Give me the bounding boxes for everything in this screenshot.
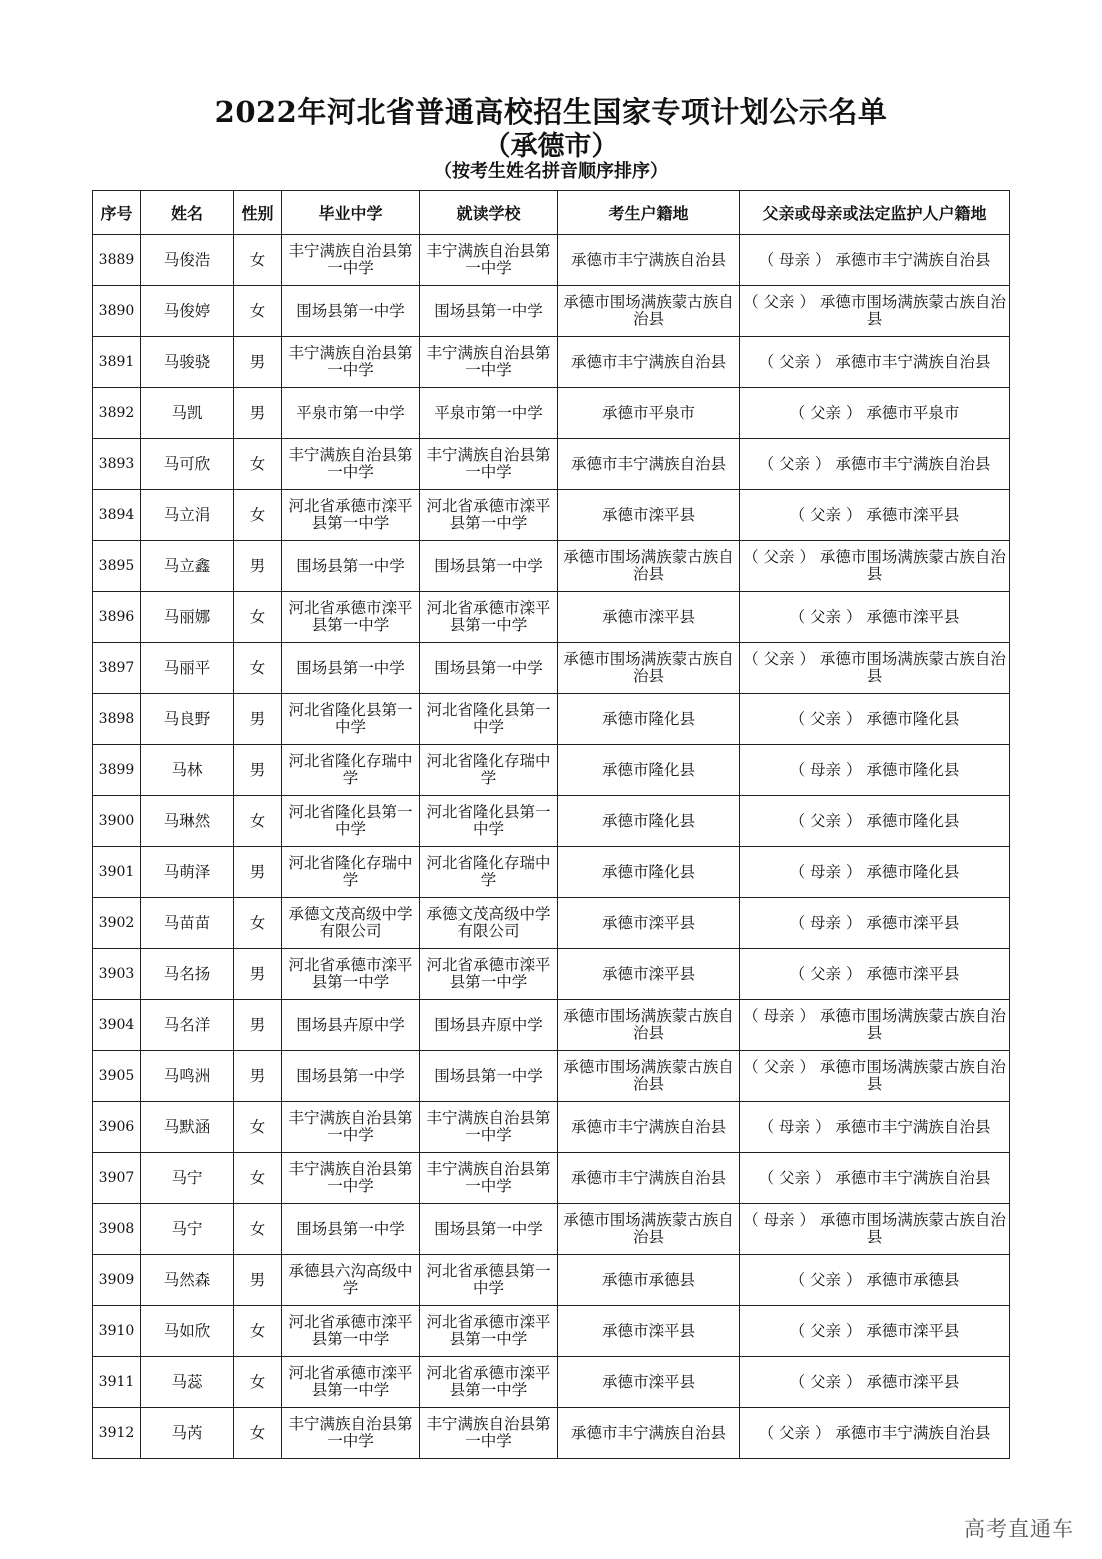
cell-current-school: 丰宁满族自治县第一中学	[420, 1408, 558, 1459]
cell-name: 马鸣洲	[141, 1051, 234, 1102]
cell-current-school: 河北省隆化存瑞中学	[420, 745, 558, 796]
cell-index: 3898	[93, 694, 141, 745]
cell-index: 3889	[93, 235, 141, 286]
table-row	[93, 745, 1010, 796]
cell-graduated-school: 围场县第一中学	[282, 286, 420, 337]
cell-gender: 女	[234, 439, 282, 490]
cell-graduated-school: 河北省隆化存瑞中学	[282, 745, 420, 796]
cell-graduated-school: 河北省承德市滦平县第一中学	[282, 1306, 420, 1357]
cell-guardian-registration: （ 母亲 ） 承德市丰宁满族自治县	[740, 235, 1010, 286]
header-gender: 性别	[234, 191, 282, 235]
cell-gender: 男	[234, 949, 282, 1000]
cell-guardian-registration: （ 母亲 ） 承德市隆化县	[740, 847, 1010, 898]
cell-index: 3899	[93, 745, 141, 796]
cell-graduated-school: 河北省隆化县第一中学	[282, 694, 420, 745]
cell-graduated-school: 丰宁满族自治县第一中学	[282, 1102, 420, 1153]
cell-name: 马宁	[141, 1153, 234, 1204]
cell-current-school: 丰宁满族自治县第一中学	[420, 439, 558, 490]
cell-gender: 男	[234, 694, 282, 745]
cell-name: 马丽娜	[141, 592, 234, 643]
table-row	[93, 541, 1010, 592]
cell-household-registration: 承德市围场满族蒙古族自治县	[558, 1051, 740, 1102]
cell-index: 3896	[93, 592, 141, 643]
cell-current-school: 河北省隆化存瑞中学	[420, 847, 558, 898]
cell-graduated-school: 围场县第一中学	[282, 541, 420, 592]
cell-gender: 男	[234, 847, 282, 898]
cell-household-registration: 承德市滦平县	[558, 490, 740, 541]
cell-household-registration: 承德市围场满族蒙古族自治县	[558, 1000, 740, 1051]
cell-name: 马如欣	[141, 1306, 234, 1357]
cell-household-registration: 承德市隆化县	[558, 847, 740, 898]
cell-graduated-school: 承德县六沟高级中学	[282, 1255, 420, 1306]
cell-graduated-school: 围场县第一中学	[282, 1204, 420, 1255]
header-guardian-registration: 父亲或母亲或法定监护人户籍地	[740, 191, 1010, 235]
cell-name: 马凯	[141, 388, 234, 439]
table-row	[93, 286, 1010, 337]
cell-index: 3909	[93, 1255, 141, 1306]
cell-graduated-school: 承德文茂高级中学有限公司	[282, 898, 420, 949]
cell-index: 3901	[93, 847, 141, 898]
cell-guardian-registration: （ 父亲 ） 承德市丰宁满族自治县	[740, 337, 1010, 388]
table-row	[93, 388, 1010, 439]
cell-current-school: 河北省承德市滦平县第一中学	[420, 490, 558, 541]
cell-household-registration: 承德市承德县	[558, 1255, 740, 1306]
cell-gender: 女	[234, 796, 282, 847]
cell-current-school: 河北省承德市滦平县第一中学	[420, 949, 558, 1000]
table-row	[93, 643, 1010, 694]
cell-name: 马名扬	[141, 949, 234, 1000]
table-row	[93, 1102, 1010, 1153]
table-row	[93, 1408, 1010, 1459]
cell-graduated-school: 围场县第一中学	[282, 643, 420, 694]
cell-household-registration: 承德市丰宁满族自治县	[558, 1102, 740, 1153]
cell-current-school: 丰宁满族自治县第一中学	[420, 1102, 558, 1153]
cell-index: 3906	[93, 1102, 141, 1153]
roster-table	[92, 190, 1010, 1459]
cell-name: 马俊浩	[141, 235, 234, 286]
cell-graduated-school: 河北省承德市滦平县第一中学	[282, 1357, 420, 1408]
cell-current-school: 丰宁满族自治县第一中学	[420, 1153, 558, 1204]
header-name: 姓名	[141, 191, 234, 235]
cell-name: 马丽平	[141, 643, 234, 694]
table-row	[93, 949, 1010, 1000]
table-row	[93, 1357, 1010, 1408]
cell-guardian-registration: （ 父亲 ） 承德市丰宁满族自治县	[740, 1408, 1010, 1459]
cell-current-school: 河北省承德县第一中学	[420, 1255, 558, 1306]
cell-name: 马默涵	[141, 1102, 234, 1153]
cell-current-school: 围场县卉原中学	[420, 1000, 558, 1051]
cell-index: 3904	[93, 1000, 141, 1051]
cell-name: 马良野	[141, 694, 234, 745]
cell-gender: 女	[234, 1204, 282, 1255]
cell-graduated-school: 丰宁满族自治县第一中学	[282, 337, 420, 388]
cell-graduated-school: 河北省承德市滦平县第一中学	[282, 490, 420, 541]
cell-current-school: 河北省承德市滦平县第一中学	[420, 592, 558, 643]
cell-guardian-registration: （ 母亲 ） 承德市丰宁满族自治县	[740, 1102, 1010, 1153]
cell-gender: 男	[234, 1255, 282, 1306]
cell-current-school: 围场县第一中学	[420, 286, 558, 337]
cell-index: 3902	[93, 898, 141, 949]
table-row	[93, 235, 1010, 286]
table-row	[93, 694, 1010, 745]
cell-gender: 女	[234, 898, 282, 949]
table-row	[93, 1204, 1010, 1255]
cell-guardian-registration: （ 父亲 ） 承德市滦平县	[740, 1357, 1010, 1408]
cell-graduated-school: 丰宁满族自治县第一中学	[282, 1153, 420, 1204]
cell-index: 3892	[93, 388, 141, 439]
cell-current-school: 河北省隆化县第一中学	[420, 694, 558, 745]
table-row	[93, 439, 1010, 490]
cell-gender: 男	[234, 1000, 282, 1051]
cell-index: 3911	[93, 1357, 141, 1408]
cell-current-school: 围场县第一中学	[420, 1051, 558, 1102]
cell-gender: 男	[234, 541, 282, 592]
table-row	[93, 490, 1010, 541]
cell-gender: 男	[234, 745, 282, 796]
cell-index: 3903	[93, 949, 141, 1000]
cell-gender: 男	[234, 337, 282, 388]
header-household-registration: 考生户籍地	[558, 191, 740, 235]
cell-graduated-school: 河北省隆化县第一中学	[282, 796, 420, 847]
cell-gender: 女	[234, 1306, 282, 1357]
cell-household-registration: 承德市平泉市	[558, 388, 740, 439]
cell-household-registration: 承德市滦平县	[558, 949, 740, 1000]
cell-guardian-registration: （ 父亲 ） 承德市围场满族蒙古族自治县	[740, 286, 1010, 337]
cell-household-registration: 承德市围场满族蒙古族自治县	[558, 286, 740, 337]
cell-household-registration: 承德市丰宁满族自治县	[558, 439, 740, 490]
cell-guardian-registration: （ 父亲 ） 承德市承德县	[740, 1255, 1010, 1306]
cell-graduated-school: 丰宁满族自治县第一中学	[282, 235, 420, 286]
cell-guardian-registration: （ 母亲 ） 承德市围场满族蒙古族自治县	[740, 1000, 1010, 1051]
header-index: 序号	[93, 191, 141, 235]
cell-name: 马立鑫	[141, 541, 234, 592]
cell-household-registration: 承德市隆化县	[558, 796, 740, 847]
table-header-row	[93, 191, 1010, 235]
cell-name: 马名洋	[141, 1000, 234, 1051]
cell-gender: 女	[234, 1102, 282, 1153]
cell-graduated-school: 河北省承德市滦平县第一中学	[282, 949, 420, 1000]
table-row	[93, 1153, 1010, 1204]
cell-household-registration: 承德市围场满族蒙古族自治县	[558, 541, 740, 592]
cell-gender: 男	[234, 388, 282, 439]
header-current-school: 就读学校	[420, 191, 558, 235]
page-title: 2022年河北省普通高校招生国家专项计划公示名单	[214, 95, 888, 129]
cell-guardian-registration: （ 母亲 ） 承德市滦平县	[740, 898, 1010, 949]
cell-guardian-registration: （ 父亲 ） 承德市滦平县	[740, 949, 1010, 1000]
cell-gender: 女	[234, 286, 282, 337]
cell-index: 3905	[93, 1051, 141, 1102]
table-row	[93, 1306, 1010, 1357]
table-row	[93, 1051, 1010, 1102]
cell-name: 马俊婷	[141, 286, 234, 337]
cell-index: 3891	[93, 337, 141, 388]
cell-guardian-registration: （ 父亲 ） 承德市围场满族蒙古族自治县	[740, 1051, 1010, 1102]
table-body	[93, 235, 1010, 1459]
cell-name: 马立涓	[141, 490, 234, 541]
cell-gender: 女	[234, 592, 282, 643]
table-row	[93, 592, 1010, 643]
cell-guardian-registration: （ 父亲 ） 承德市滦平县	[740, 490, 1010, 541]
cell-name: 马苗苗	[141, 898, 234, 949]
table-row	[93, 337, 1010, 388]
cell-guardian-registration: （ 父亲 ） 承德市滦平县	[740, 1306, 1010, 1357]
cell-household-registration: 承德市丰宁满族自治县	[558, 235, 740, 286]
cell-household-registration: 承德市丰宁满族自治县	[558, 337, 740, 388]
cell-guardian-registration: （ 父亲 ） 承德市围场满族蒙古族自治县	[740, 541, 1010, 592]
cell-name: 马然森	[141, 1255, 234, 1306]
cell-graduated-school: 丰宁满族自治县第一中学	[282, 1408, 420, 1459]
table-row	[93, 1255, 1010, 1306]
cell-household-registration: 承德市围场满族蒙古族自治县	[558, 1204, 740, 1255]
cell-household-registration: 承德市滦平县	[558, 898, 740, 949]
cell-index: 3893	[93, 439, 141, 490]
cell-current-school: 河北省隆化县第一中学	[420, 796, 558, 847]
cell-gender: 女	[234, 490, 282, 541]
cell-name: 马宁	[141, 1204, 234, 1255]
cell-gender: 女	[234, 643, 282, 694]
cell-guardian-registration: （ 父亲 ） 承德市丰宁满族自治县	[740, 439, 1010, 490]
cell-index: 3912	[93, 1408, 141, 1459]
table-row	[93, 1000, 1010, 1051]
cell-index: 3908	[93, 1204, 141, 1255]
cell-name: 马琳然	[141, 796, 234, 847]
cell-name: 马骏骁	[141, 337, 234, 388]
cell-graduated-school: 平泉市第一中学	[282, 388, 420, 439]
cell-current-school: 丰宁满族自治县第一中学	[420, 337, 558, 388]
cell-graduated-school: 围场县卉原中学	[282, 1000, 420, 1051]
cell-graduated-school: 丰宁满族自治县第一中学	[282, 439, 420, 490]
cell-guardian-registration: （ 父亲 ） 承德市滦平县	[740, 592, 1010, 643]
cell-index: 3897	[93, 643, 141, 694]
cell-name: 马芮	[141, 1408, 234, 1459]
cell-guardian-registration: （ 父亲 ） 承德市隆化县	[740, 796, 1010, 847]
cell-gender: 女	[234, 1153, 282, 1204]
cell-current-school: 承德文茂高级中学有限公司	[420, 898, 558, 949]
cell-guardian-registration: （ 父亲 ） 承德市平泉市	[740, 388, 1010, 439]
cell-index: 3900	[93, 796, 141, 847]
cell-household-registration: 承德市隆化县	[558, 694, 740, 745]
cell-index: 3895	[93, 541, 141, 592]
cell-household-registration: 承德市丰宁满族自治县	[558, 1153, 740, 1204]
cell-current-school: 河北省承德市滦平县第一中学	[420, 1357, 558, 1408]
cell-gender: 女	[234, 235, 282, 286]
cell-gender: 女	[234, 1408, 282, 1459]
cell-household-registration: 承德市丰宁满族自治县	[558, 1408, 740, 1459]
cell-gender: 男	[234, 1051, 282, 1102]
table-row	[93, 796, 1010, 847]
cell-name: 马萌泽	[141, 847, 234, 898]
cell-household-registration: 承德市滦平县	[558, 592, 740, 643]
cell-graduated-school: 河北省隆化存瑞中学	[282, 847, 420, 898]
cell-index: 3910	[93, 1306, 141, 1357]
watermark: 高考直通车	[964, 1517, 1074, 1541]
page-subtitle-sort-note: （按考生姓名拼音顺序排序）	[434, 161, 668, 182]
table-row	[93, 898, 1010, 949]
cell-guardian-registration: （ 父亲 ） 承德市围场满族蒙古族自治县	[740, 643, 1010, 694]
cell-current-school: 河北省承德市滦平县第一中学	[420, 1306, 558, 1357]
cell-current-school: 丰宁满族自治县第一中学	[420, 235, 558, 286]
cell-current-school: 围场县第一中学	[420, 541, 558, 592]
cell-current-school: 围场县第一中学	[420, 643, 558, 694]
cell-current-school: 平泉市第一中学	[420, 388, 558, 439]
table-row	[93, 847, 1010, 898]
cell-graduated-school: 河北省承德市滦平县第一中学	[282, 592, 420, 643]
cell-household-registration: 承德市滦平县	[558, 1306, 740, 1357]
cell-graduated-school: 围场县第一中学	[282, 1051, 420, 1102]
page-subtitle-city: （承德市）	[483, 131, 619, 162]
cell-household-registration: 承德市滦平县	[558, 1357, 740, 1408]
cell-current-school: 围场县第一中学	[420, 1204, 558, 1255]
cell-household-registration: 承德市隆化县	[558, 745, 740, 796]
header-graduated-school: 毕业中学	[282, 191, 420, 235]
cell-guardian-registration: （ 母亲 ） 承德市围场满族蒙古族自治县	[740, 1204, 1010, 1255]
cell-index: 3890	[93, 286, 141, 337]
cell-guardian-registration: （ 父亲 ） 承德市丰宁满族自治县	[740, 1153, 1010, 1204]
cell-index: 3894	[93, 490, 141, 541]
cell-guardian-registration: （ 父亲 ） 承德市隆化县	[740, 694, 1010, 745]
cell-gender: 女	[234, 1357, 282, 1408]
cell-household-registration: 承德市围场满族蒙古族自治县	[558, 643, 740, 694]
cell-index: 3907	[93, 1153, 141, 1204]
cell-name: 马可欣	[141, 439, 234, 490]
cell-name: 马林	[141, 745, 234, 796]
cell-name: 马蕊	[141, 1357, 234, 1408]
cell-guardian-registration: （ 母亲 ） 承德市隆化县	[740, 745, 1010, 796]
